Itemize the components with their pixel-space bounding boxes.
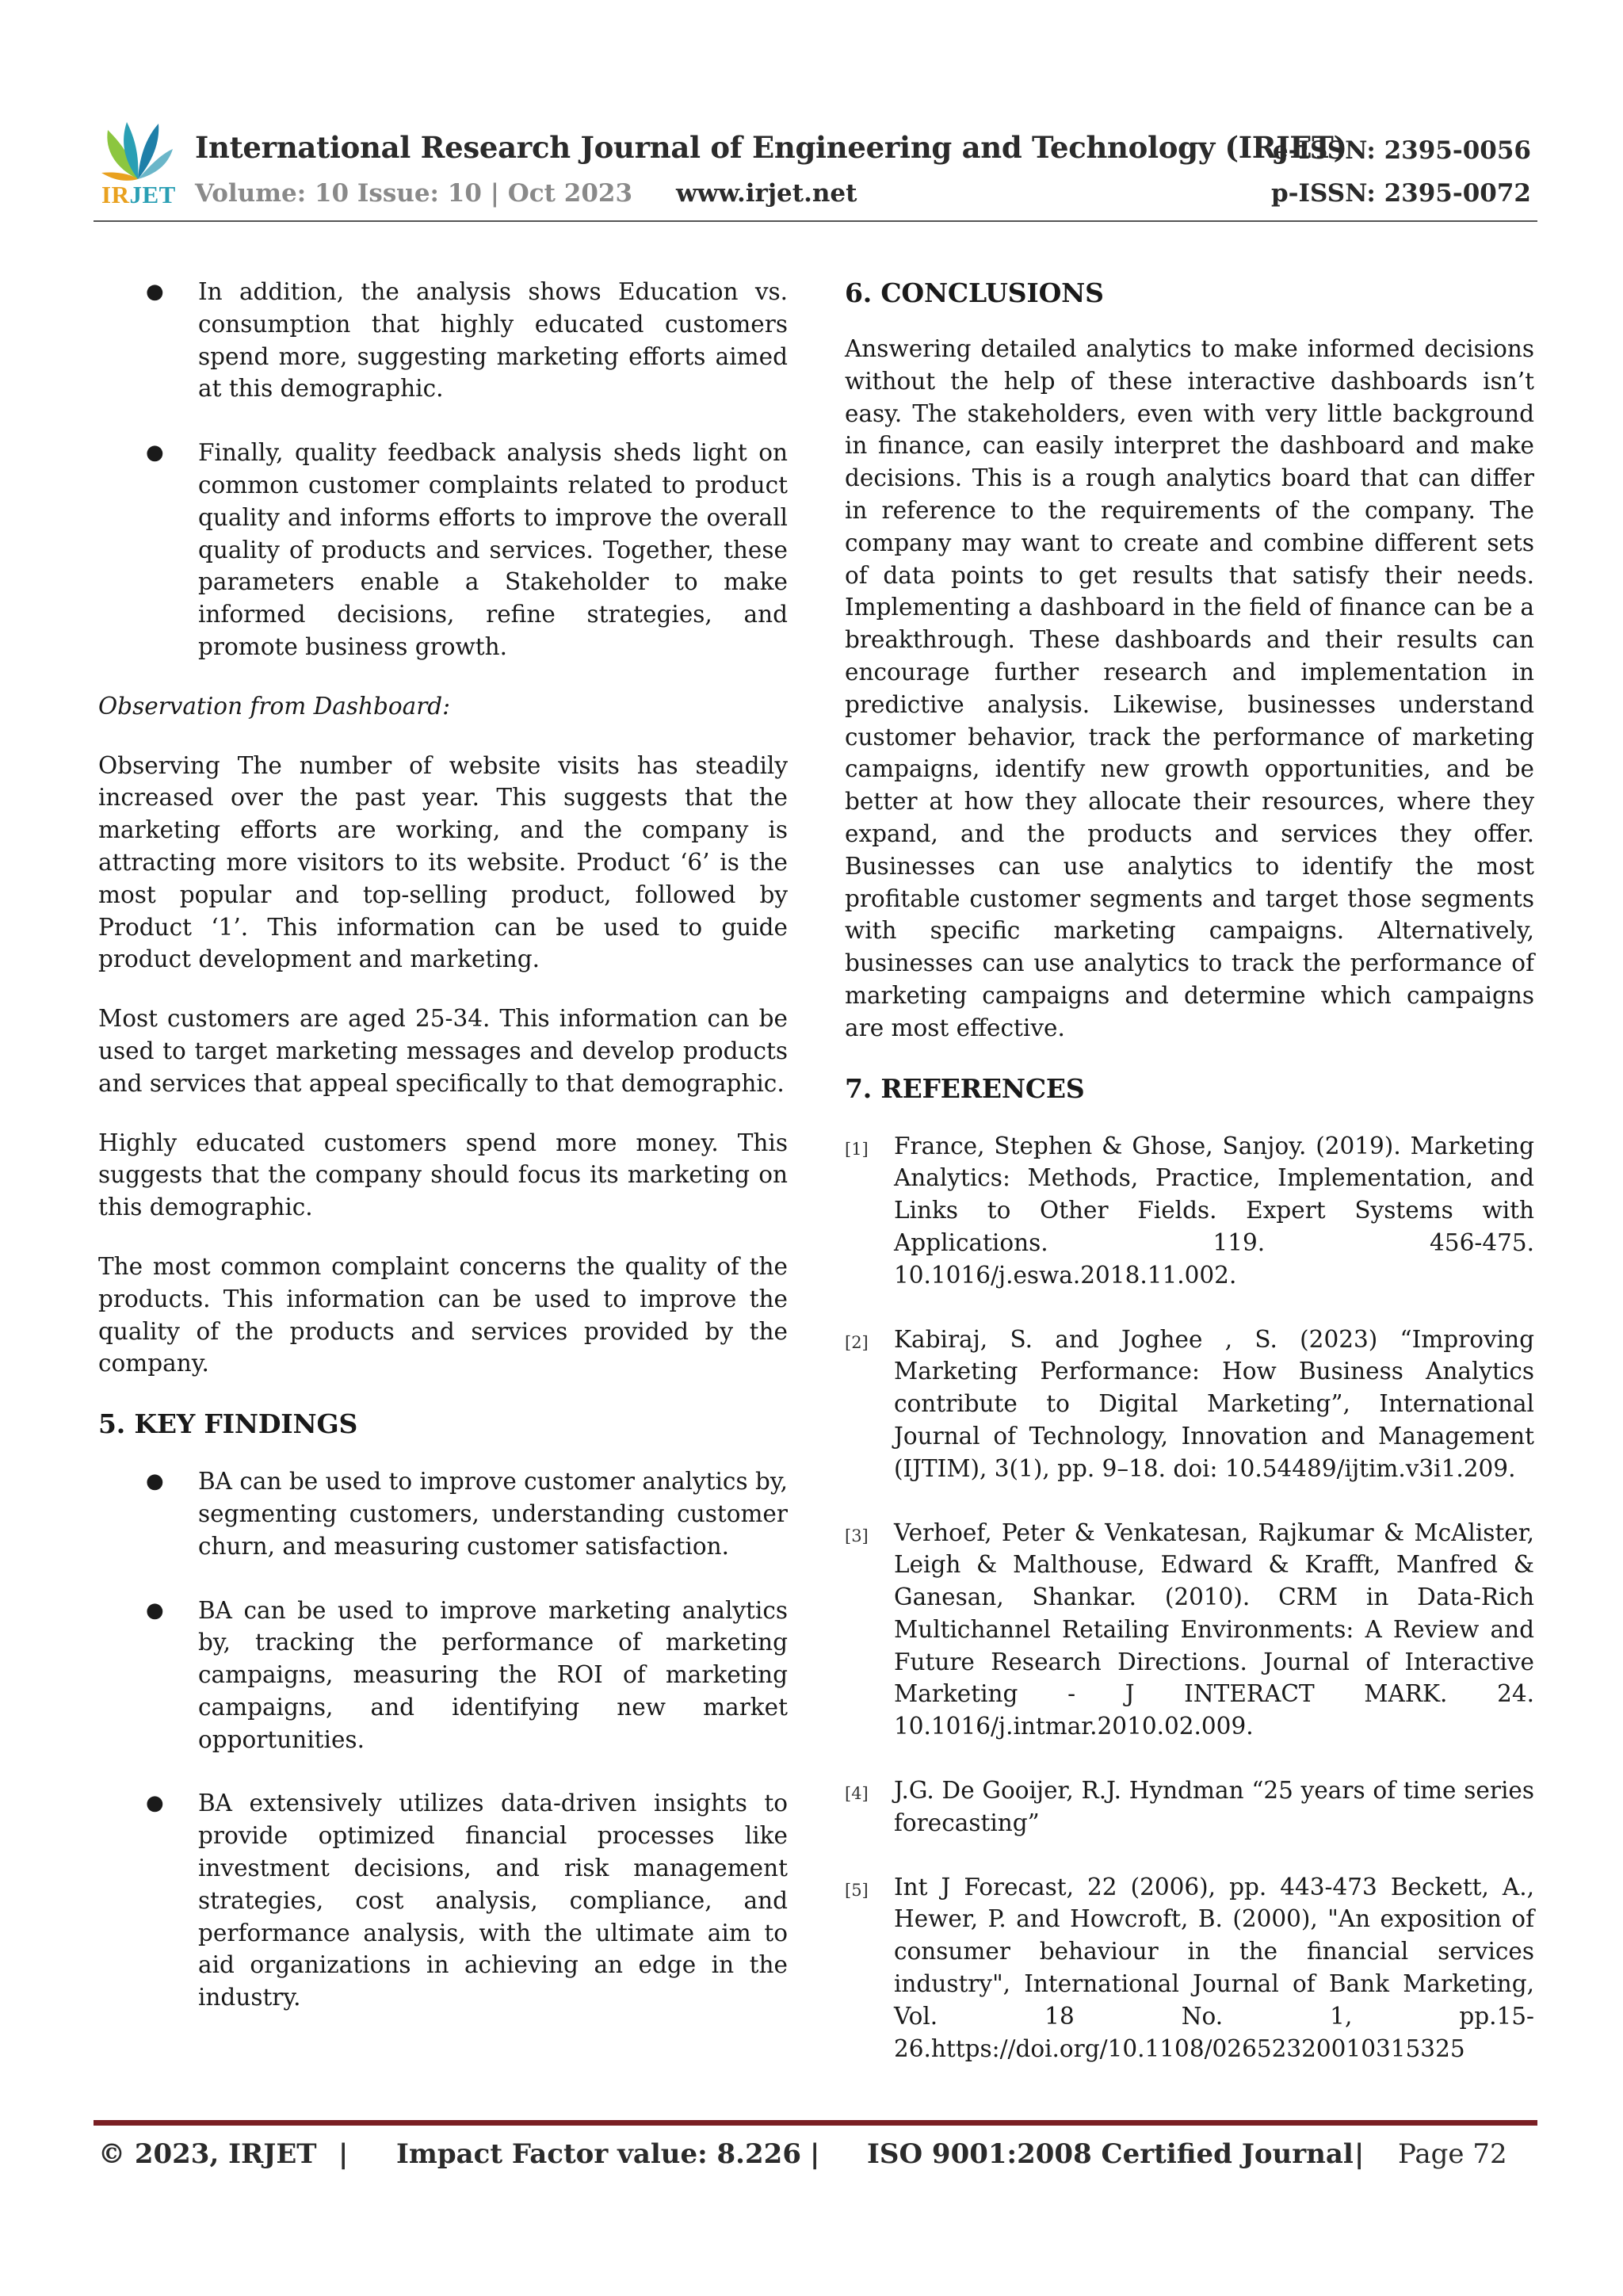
list-item [98, 437, 788, 663]
paragraph: Highly educated customers spend more money. This suggests that the company should focus its marketing on this demographic. [98, 1129, 788, 1221]
p-issn: p-ISSN: 2395-0072 [1270, 179, 1531, 208]
reference-number: [1] [845, 1139, 869, 1159]
e-issn: e-ISSN: 2395-0056 [1272, 136, 1531, 165]
copyright: © 2023, IRJET [98, 2138, 317, 2170]
bullet-text: Finally, quality feedback analysis sheds light on common customer complaints related to product quality and informs efforts to improve the overall quality of products and services. Together, these parameters enable a Stakeholder to make informed decisions, refine strategies, and promote business growth. [198, 439, 788, 660]
iso-certification: ISO 9001:2008 Certified Journal [867, 2138, 1354, 2170]
reference-item [845, 1517, 1534, 1744]
paragraph: The most common complaint concerns the quality of the products. This information can be used to improve the quality of the products and services provided by the company. [98, 1252, 788, 1377]
section-heading-conclusions: 6. CONCLUSIONS [845, 277, 1104, 308]
reference-number: [3] [845, 1526, 869, 1545]
bullet-icon: ● [146, 1791, 164, 1816]
bullet-text: BA can be used to improve marketing analytics by, tracking the performance of marketing campaigns, measuring the ROI of marketing campaigns, and identifying new market opportunities. [198, 1596, 788, 1753]
footer-divider [94, 2120, 1537, 2126]
bullet-text: In addition, the analysis shows Education vs. consumption that highly educated customers spend more, suggesting marketing efforts aimed at this demographic. [198, 278, 788, 403]
bullet-icon: ● [146, 441, 164, 465]
bullet-icon: ● [146, 1469, 164, 1494]
analysis-bullet-list [98, 276, 788, 663]
reference-item [845, 1775, 1534, 1839]
reference-number: [5] [845, 1880, 869, 1900]
bullet-icon: ● [146, 280, 164, 304]
bullet-icon: ● [146, 1598, 164, 1622]
references-list [845, 1130, 1534, 2065]
journal-title: International Research Journal of Engineering and Technology (IRJET) [195, 130, 1347, 165]
list-item [98, 1787, 788, 2014]
journal-website[interactable]: www.irjet.net [676, 179, 857, 208]
page-header [94, 117, 1537, 228]
paragraph: Observing The number of website visits has steadily increased over the past year. This suggests that the marketing efforts are working, and the company is attracting more visitors to its website. Product ‘6’ is the most popular and top-selling product, followed by Product ‘1’. This information can be used to guide product development and marketing. [98, 751, 788, 973]
reference-text: Int J Forecast, 22 (2006), pp. 443-473 Beckett, A., Hewer, P. and Howcroft, B. (2000), "An exposition of consumer behaviour in the financial services industry", International Journal of Bank Marketing, Vol. 18 No. 1, pp.15-26.https://doi.org/10.1108/02652320010315325 [894, 1873, 1534, 2062]
footer-separator: | [810, 2138, 820, 2170]
impact-factor: Impact Factor value: 8.226 [396, 2138, 801, 2170]
key-findings-list [98, 1465, 788, 2014]
section-heading-key-findings: 5. KEY FINDINGS [98, 1408, 358, 1440]
reference-number: [2] [845, 1332, 869, 1352]
reference-number: [4] [845, 1784, 869, 1804]
logo-text-jet: JET [129, 181, 176, 208]
leaf-logo-icon [100, 119, 176, 182]
logo-wordmark [101, 181, 176, 209]
section-heading-references: 7. REFERENCES [845, 1072, 1085, 1104]
footer-separator: | [1354, 2138, 1365, 2170]
reference-text: France, Stephen & Ghose, Sanjoy. (2019). Marketing Analytics: Methods, Practice, Implementation, and Links to Other Fields. Expert Systems with Applications. 119. 456-475. 10.1016/j.eswa.2018.11.002. [894, 1132, 1534, 1289]
paragraph: Most customers are aged 25-34. This information can be used to target marketing messages and develop products and services that appeal specifically to that demographic. [98, 1005, 788, 1097]
reference-item [845, 1324, 1534, 1485]
reference-text: Kabiraj, S. and Joghee , S. (2023) “Improving Marketing Performance: How Business Analytics contribute to Digital Marketing”, International Journal of Technology, Innovation and Management (IJTIM), 3(1), pp. 9–18. doi: 10.54489/ijtim.v3i1.209. [894, 1325, 1534, 1482]
conclusions-paragraph: Answering detailed analytics to make informed decisions without the help of these interactive dashboards isn’t easy. The stakeholders, even with very little background in finance, can easily interpret the dashboard and make decisions. This is a rough analytics board that can differ in reference to the requirements of the company. The company may want to create and combine different sets of data points to get results that satisfy their needs. Implementing a dashboard in the field of finance can be a breakthrough. These dashboards and their results can encourage further research and implementation in predictive analysis. Likewise, businesses understand customer behavior, track the performance of marketing campaigns, identify new growth opportunities, and be better at how they allocate their resources, where they expand, and the products and services they offer. Businesses can use analytics to identify the most profitable customer segments and target those segments with specific marketing campaigns. Alternatively, businesses can use analytics to track the performance of marketing campaigns and determine which campaigns are most effective. [845, 335, 1534, 1041]
list-item [98, 1595, 788, 1756]
irjet-logo [94, 117, 181, 212]
footer-separator: | [338, 2138, 349, 2170]
volume-issue: Volume: 10 Issue: 10 | Oct 2023 [195, 179, 633, 208]
observation-heading: Observation from Dashboard: [98, 692, 451, 720]
reference-text: Verhoef, Peter & Venkatesan, Rajkumar & McAlister, Leigh & Malthouse, Edward & Krafft, Manfred & Ganesan, Shankar. (2010). CRM in Data-Rich Multichannel Retailing Environments: A Review and Future Research Directions. Journal of Interactive Marketing - J INTERACT MARK. 24. 10.1016/j.intmar.2010.02.009. [894, 1519, 1534, 1740]
list-item [98, 276, 788, 405]
page-number: Page 72 [1398, 2138, 1507, 2170]
reference-item [845, 1871, 1534, 2065]
reference-item [845, 1130, 1534, 1292]
reference-text: J.G. De Gooijer, R.J. Hyndman “25 years of time series forecasting” [894, 1777, 1534, 1836]
right-column [845, 276, 1534, 2065]
logo-text-ir: IR [101, 181, 130, 208]
list-item [98, 1465, 788, 1562]
bullet-text: BA can be used to improve customer analytics by, segmenting customers, understanding customer churn, and measuring customer satisfaction. [198, 1468, 788, 1560]
header-divider [94, 220, 1537, 222]
bullet-text: BA extensively utilizes data-driven insights to provide optimized financial processes like investment decisions, and risk management strategies, cost analysis, compliance, and performance analysis, with the ultimate aim to aid organizations in achieving an edge in the industry. [198, 1790, 788, 2011]
left-column [98, 276, 788, 2014]
